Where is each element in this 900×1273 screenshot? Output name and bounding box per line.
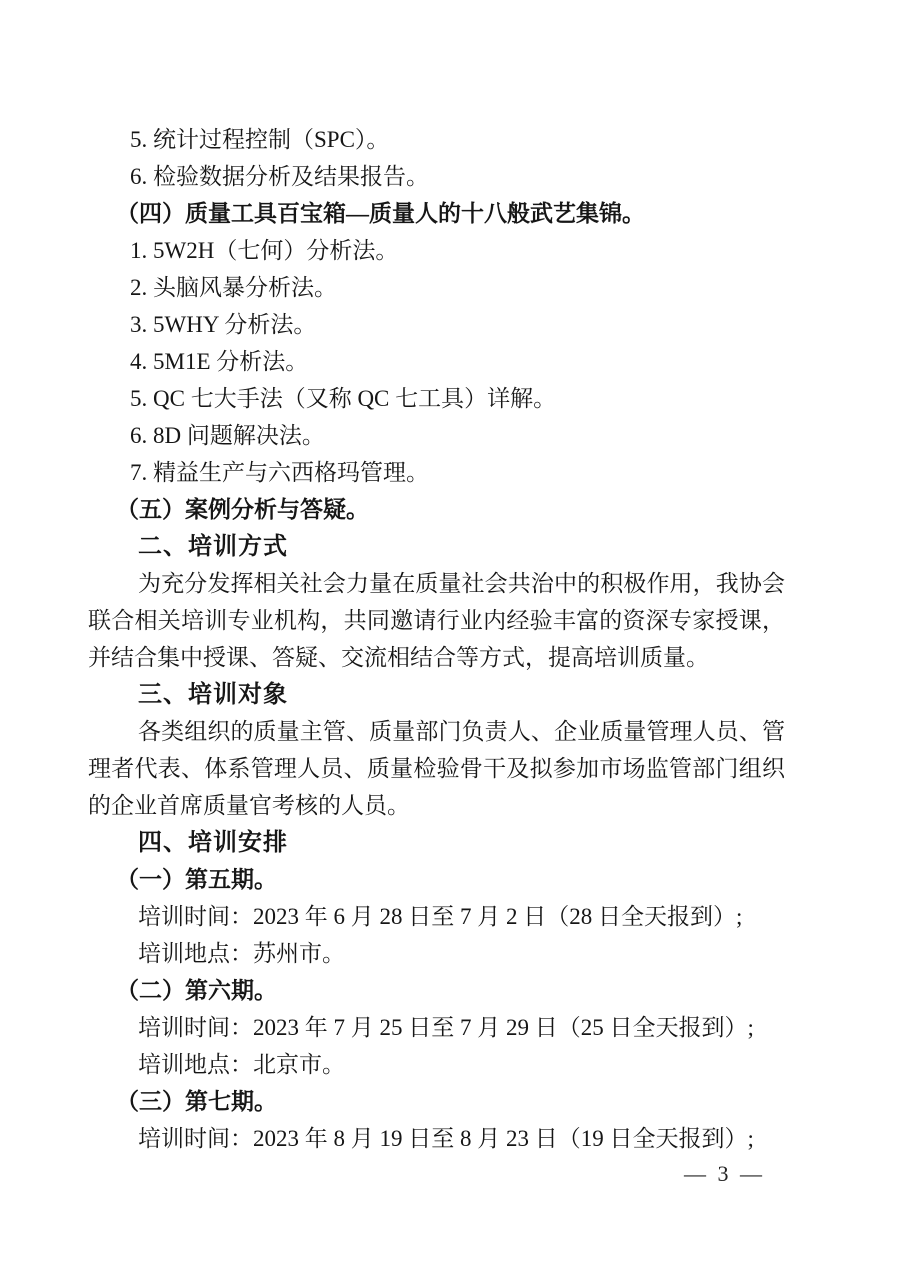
session-7-time: 培训时间：2023 年 8 月 19 日至 8 月 23 日（19 日全天报到）; bbox=[138, 1126, 754, 1151]
session-6-time: 培训时间：2023 年 7 月 25 日至 7 月 29 日（25 日全天报到）; bbox=[138, 1015, 754, 1040]
list-item-qc-methods: 5. QC 七大手法（又称 QC 七工具）详解。 bbox=[130, 386, 557, 411]
session-7-heading: （三）第七期。 bbox=[116, 1089, 277, 1114]
session-5-time: 培训时间：2023 年 6 月 28 日至 7 月 2 日（28 日全天报到）; bbox=[138, 904, 743, 929]
session-5-location: 培训地点：苏州市。 bbox=[138, 941, 345, 966]
list-item-spc: 5. 统计过程控制（SPC）。 bbox=[130, 127, 390, 152]
paragraph-method-line-3: 并结合集中授课、答疑、交流相结合等方式，提高培训质量。 bbox=[88, 645, 709, 670]
session-6-heading: （二）第六期。 bbox=[116, 978, 277, 1003]
paragraph-method-line-1: 为充分发挥相关社会力量在质量社会共治中的积极作用，我协会 bbox=[138, 571, 785, 596]
list-item-5m1e: 4. 5M1E 分析法。 bbox=[130, 349, 309, 374]
session-6-location: 培训地点：北京市。 bbox=[138, 1052, 345, 1077]
page-number: — 3 — bbox=[684, 1161, 765, 1186]
heading-training-method: 二、培训方式 bbox=[138, 533, 288, 560]
list-item-lean-six-sigma: 7. 精益生产与六西格玛管理。 bbox=[130, 460, 429, 485]
subheading-section-4: （四）质量工具百宝箱—质量人的十八般武艺集锦。 bbox=[116, 201, 645, 226]
list-item-8d: 6. 8D 问题解决法。 bbox=[130, 423, 325, 448]
session-5-heading: （一）第五期。 bbox=[116, 867, 277, 892]
list-item-5w2h: 1. 5W2H（七何）分析法。 bbox=[130, 238, 399, 263]
paragraph-audience-line-2: 理者代表、体系管理人员、质量检验骨干及拟参加市场监管部门组织 bbox=[88, 756, 785, 781]
paragraph-audience-line-1: 各类组织的质量主管、质量部门负责人、企业质量管理人员、管 bbox=[138, 719, 785, 744]
list-item-data-report: 6. 检验数据分析及结果报告。 bbox=[130, 164, 429, 189]
paragraph-audience-line-3: 的企业首席质量官考核的人员。 bbox=[88, 793, 410, 818]
heading-training-audience: 三、培训对象 bbox=[138, 681, 288, 708]
list-item-brainstorm: 2. 头脑风暴分析法。 bbox=[130, 275, 337, 300]
list-item-5why: 3. 5WHY 分析法。 bbox=[130, 312, 317, 337]
document-body bbox=[88, 121, 785, 1157]
heading-training-schedule: 四、培训安排 bbox=[138, 829, 288, 856]
subheading-section-5: （五）案例分析与答疑。 bbox=[116, 497, 369, 522]
paragraph-method-line-2: 联合相关培训专业机构，共同邀请行业内经验丰富的资深专家授课， bbox=[88, 608, 785, 633]
